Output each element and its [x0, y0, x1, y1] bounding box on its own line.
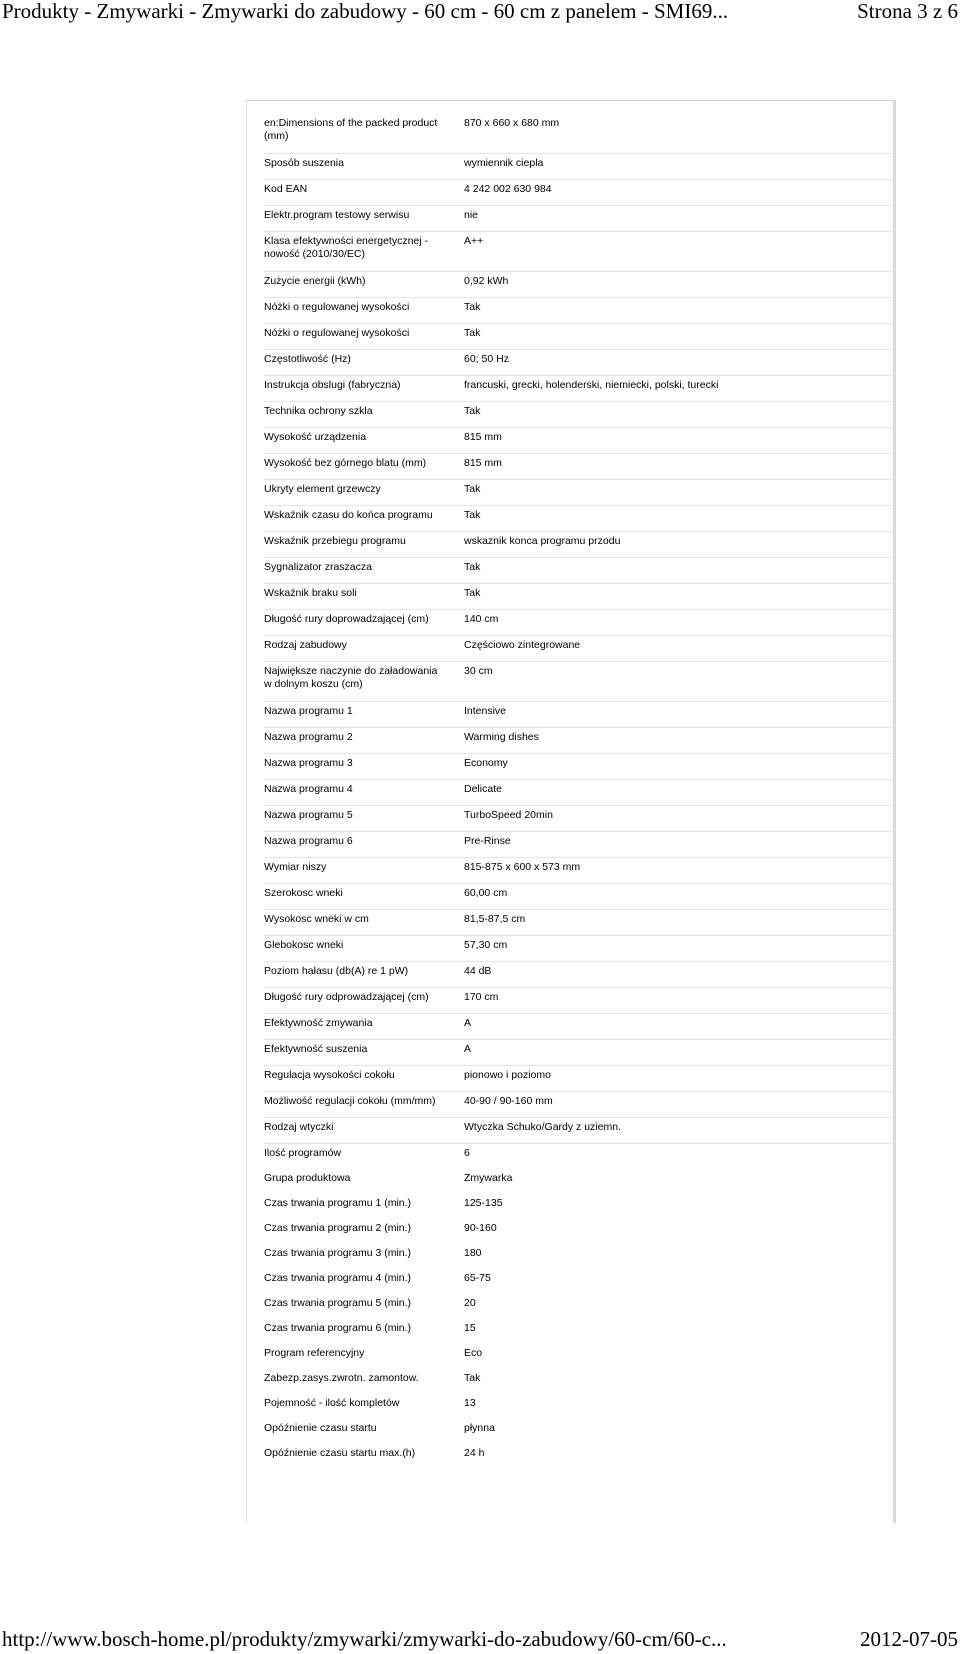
spec-row — [264, 115, 893, 154]
spec-label: Długość rury doprowadzającej (cm) — [264, 613, 429, 625]
spec-row — [264, 1041, 893, 1066]
spec-value: 815 mm — [464, 431, 502, 443]
spec-label: Grupa produktowa — [264, 1172, 351, 1184]
spec-label: Pojemność - ilość kompletów — [264, 1397, 400, 1409]
spec-value: A — [464, 1043, 472, 1055]
spec-label: Częstotliwość (Hz) — [264, 353, 351, 365]
spec-value: płynna — [464, 1422, 495, 1434]
spec-row — [264, 663, 893, 702]
spec-row — [264, 325, 893, 350]
spec-value: 140 cm — [464, 613, 499, 625]
spec-row — [264, 455, 893, 480]
spec-label: Rodzaj zabudowy — [264, 639, 347, 651]
spec-row — [264, 1220, 893, 1244]
spec-label: Nazwa programu 5 — [264, 809, 353, 821]
spec-value: Tak — [464, 1372, 481, 1384]
spec-label: Opóźnienie czasu startu max.(h) — [264, 1447, 416, 1459]
spec-row — [264, 403, 893, 428]
spec-label: Możliwość regulacji cokołu (mm/mm) — [264, 1095, 436, 1107]
spec-row — [264, 1119, 893, 1144]
spec-row — [264, 559, 893, 584]
spec-value: 60,00 cm — [464, 887, 508, 899]
spec-label: Nazwa programu 1 — [264, 705, 353, 717]
spec-value: Tak — [464, 561, 481, 573]
spec-label: Wskaźnik czasu do końca programu — [264, 509, 433, 521]
spec-label: Czas trwania programu 6 (min.) — [264, 1322, 412, 1334]
spec-row — [264, 1195, 893, 1219]
spec-label: Wskaźnik przebiegu programu — [264, 535, 406, 547]
spec-value: Tak — [464, 405, 481, 417]
spec-value: Tak — [464, 587, 481, 599]
spec-value: 15 — [464, 1322, 476, 1334]
spec-row — [264, 1245, 893, 1269]
spec-row — [264, 273, 893, 298]
spec-value: wskaznik konca programu przodu — [464, 535, 621, 547]
spec-label: Czas trwania programu 4 (min.) — [264, 1272, 412, 1284]
spec-row — [264, 989, 893, 1014]
spec-row — [264, 611, 893, 636]
spec-row — [264, 1015, 893, 1040]
spec-label: Sposób suszenia — [264, 157, 344, 169]
spec-row — [264, 351, 893, 376]
spec-frame — [246, 100, 896, 1523]
spec-label: Nazwa programu 6 — [264, 835, 353, 847]
spec-value: Tak — [464, 509, 481, 521]
spec-label: Program referencyjny — [264, 1347, 365, 1359]
spec-row — [264, 233, 893, 272]
spec-label: Wysokosc wneki w cm — [264, 913, 369, 925]
spec-value: Warming dishes — [464, 731, 539, 743]
spec-row — [264, 755, 893, 780]
spec-label: Szerokosc wneki — [264, 887, 343, 899]
spec-value: Intensive — [464, 705, 507, 717]
spec-label: en:Dimensions of the packed product (mm) — [264, 117, 438, 142]
spec-label: Wysokość bez górnego blatu (mm) — [264, 457, 427, 469]
spec-value: 4 242 002 630 984 — [464, 183, 552, 195]
spec-row — [264, 181, 893, 206]
spec-value: 81,5-87,5 cm — [464, 913, 526, 925]
spec-row — [264, 507, 893, 532]
spec-label: Sygnalizator zraszacza — [264, 561, 372, 573]
spec-label: Wskaźnik braku soli — [264, 587, 357, 599]
spec-value: 180 — [464, 1247, 482, 1259]
spec-row — [264, 1067, 893, 1092]
spec-label: Nóżki o regulowanej wysokości — [264, 327, 410, 339]
spec-row — [264, 1345, 893, 1369]
spec-row — [264, 703, 893, 728]
spec-row — [264, 963, 893, 988]
spec-value: 30 cm — [464, 665, 493, 677]
spec-row — [264, 1445, 893, 1469]
spec-row — [264, 377, 893, 402]
spec-value: pionowo i poziomo — [464, 1069, 551, 1081]
spec-value: 0,92 kWh — [464, 275, 509, 287]
spec-row — [264, 859, 893, 884]
spec-value: Częściowo zintegrowane — [464, 639, 581, 651]
spec-value: nie — [464, 209, 479, 221]
spec-row — [264, 533, 893, 558]
spec-value: 65-75 — [464, 1272, 491, 1284]
spec-value: TurboSpeed 20min — [464, 809, 553, 821]
spec-row — [264, 429, 893, 454]
spec-value: Zmywarka — [464, 1172, 513, 1184]
spec-value: 125-135 — [464, 1197, 503, 1209]
page-number: Strona 3 z 6 — [857, 0, 958, 23]
spec-label: Nóżki o regulowanej wysokości — [264, 301, 410, 313]
spec-row — [264, 1320, 893, 1344]
spec-row — [264, 1145, 893, 1169]
spec-value: A++ — [464, 235, 484, 247]
spec-row — [264, 155, 893, 180]
spec-label: Zużycie energii (kWh) — [264, 275, 366, 287]
spec-row — [264, 885, 893, 910]
spec-row — [264, 299, 893, 324]
frame-scroll-edge — [893, 101, 896, 1523]
spec-value: Tak — [464, 301, 481, 313]
spec-value: 60; 50 Hz — [464, 353, 509, 365]
spec-row — [264, 585, 893, 610]
spec-value: A — [464, 1017, 472, 1029]
spec-value: Tak — [464, 483, 481, 495]
spec-label: Czas trwania programu 1 (min.) — [264, 1197, 412, 1209]
spec-value: Eco — [464, 1347, 483, 1359]
page-url: http://www.bosch-home.pl/produkty/zmywarki/zmywarki-do-zabudowy/60-cm/60-c... — [2, 1627, 727, 1651]
spec-row — [264, 781, 893, 806]
spec-label: Instrukcja obslugi (fabryczna) — [264, 379, 401, 391]
spec-row — [264, 833, 893, 858]
spec-value: 170 cm — [464, 991, 499, 1003]
spec-value: 57,30 cm — [464, 939, 508, 951]
spec-label: Regulacja wysokości cokołu — [264, 1069, 395, 1081]
spec-value: Economy — [464, 757, 508, 769]
spec-label: Efektywność zmywania — [264, 1017, 373, 1029]
spec-value: 870 x 660 x 680 mm — [464, 117, 560, 129]
spec-value: 6 — [464, 1147, 470, 1159]
spec-label: Nazwa programu 4 — [264, 783, 353, 795]
spec-label: Ilość programów — [264, 1147, 342, 1159]
spec-label: Największe naczynie do załadowania w dolnym koszu (cm) — [264, 665, 438, 690]
spec-value: 44 dB — [464, 965, 492, 977]
spec-row — [264, 937, 893, 962]
spec-value: 20 — [464, 1297, 476, 1309]
spec-value: francuski, grecki, holenderski, niemiecki, polski, turecki — [464, 379, 719, 391]
print-date: 2012-07-05 — [860, 1627, 958, 1651]
spec-label: Zabezp.zasys.zwrotn. zamontow. — [264, 1372, 419, 1384]
spec-row — [264, 1170, 893, 1194]
spec-value: Pre-Rinse — [464, 835, 511, 847]
spec-label: Czas trwania programu 2 (min.) — [264, 1222, 412, 1234]
spec-label: Efektywność suszenia — [264, 1043, 368, 1055]
spec-value: 24 h — [464, 1447, 485, 1459]
spec-label: Glebokosc wneki — [264, 939, 344, 951]
spec-label: Opóźnienie czasu startu — [264, 1422, 377, 1434]
spec-value: wymiennik ciepla — [464, 157, 544, 169]
spec-row — [264, 481, 893, 506]
spec-row — [264, 1370, 893, 1394]
spec-value: Tak — [464, 327, 481, 339]
spec-row — [264, 911, 893, 936]
spec-label: Czas trwania programu 5 (min.) — [264, 1297, 412, 1309]
spec-table — [264, 115, 893, 1470]
spec-label: Wysokość urządzenia — [264, 431, 367, 443]
spec-row — [264, 1295, 893, 1319]
page-footer — [0, 1628, 960, 1654]
spec-row — [264, 807, 893, 832]
spec-label: Długość rury odprowadzającej (cm) — [264, 991, 429, 1003]
page-header — [0, 0, 960, 26]
spec-label: Nazwa programu 2 — [264, 731, 353, 743]
spec-value: Delicate — [464, 783, 502, 795]
spec-row — [264, 637, 893, 662]
spec-row — [264, 207, 893, 232]
spec-row — [264, 1395, 893, 1419]
spec-row — [264, 1420, 893, 1444]
spec-label: Rodzaj wtyczki — [264, 1121, 334, 1133]
spec-label: Nazwa programu 3 — [264, 757, 353, 769]
spec-label: Ukryty element grzewczy — [264, 483, 381, 495]
spec-value: 40-90 / 90-160 mm — [464, 1095, 553, 1107]
spec-label: Kod EAN — [264, 183, 308, 195]
spec-value: 13 — [464, 1397, 476, 1409]
spec-row — [264, 1093, 893, 1118]
page-title: Produkty - Zmywarki - Zmywarki do zabudowy - 60 cm - 60 cm z panelem - SMI69... — [2, 0, 729, 23]
spec-label: Czas trwania programu 3 (min.) — [264, 1247, 412, 1259]
spec-value: 815 mm — [464, 457, 502, 469]
spec-value: 90-160 — [464, 1222, 497, 1234]
spec-row — [264, 729, 893, 754]
spec-label: Wymiar niszy — [264, 861, 327, 873]
spec-row — [264, 1270, 893, 1294]
spec-label: Technika ochrony szkla — [264, 405, 373, 417]
spec-label: Elektr.program testowy serwisu — [264, 209, 410, 221]
spec-value: Wtyczka Schuko/Gardy z uziemn. — [464, 1121, 621, 1133]
spec-value: 815-875 x 600 x 573 mm — [464, 861, 581, 873]
spec-label: Klasa efektywności energetycznej - nowość (2010/30/EC) — [264, 235, 428, 260]
spec-label: Poziom hałasu (db(A) re 1 pW) — [264, 965, 409, 977]
